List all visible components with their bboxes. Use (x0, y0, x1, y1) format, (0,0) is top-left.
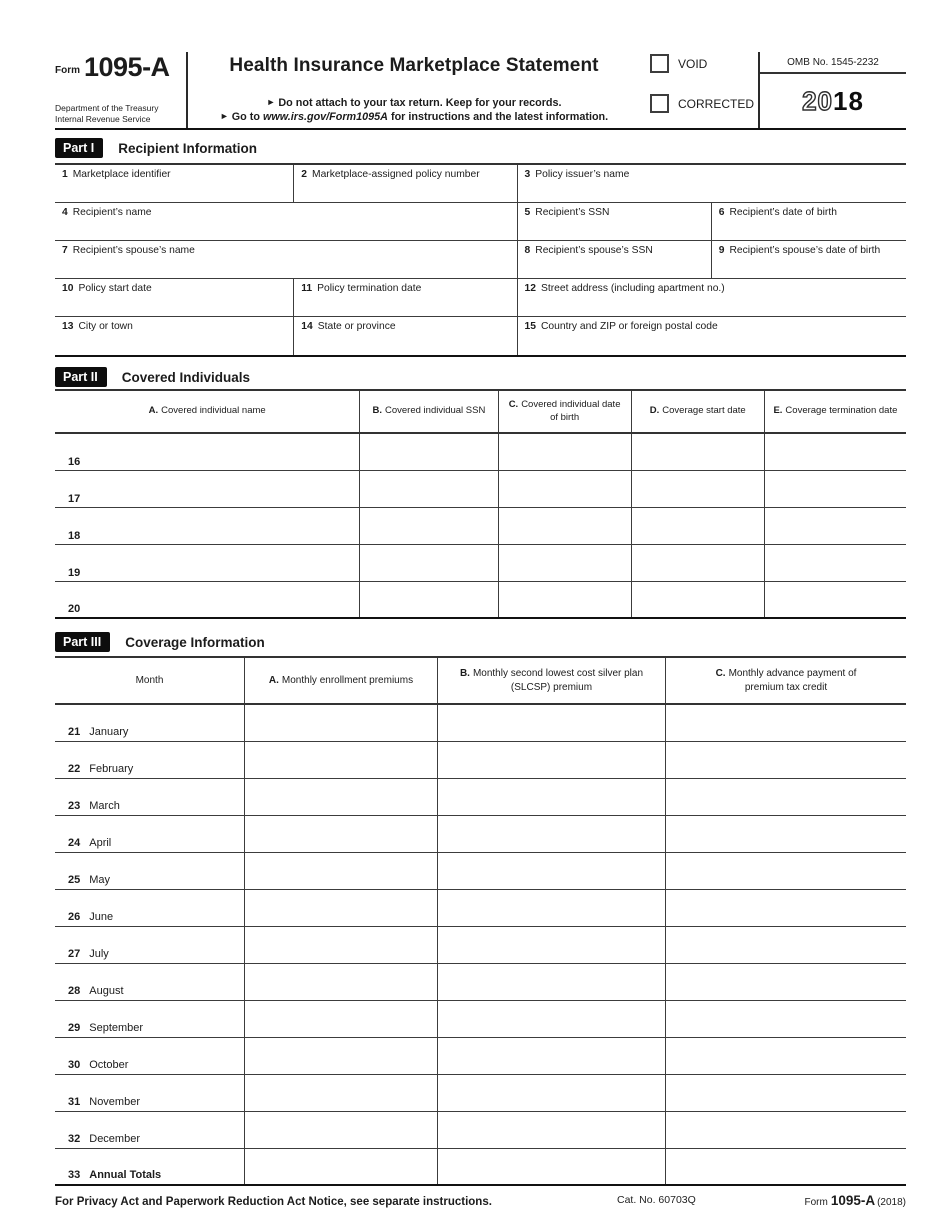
column-header-enrollment-premiums (244, 658, 437, 703)
field-label: Recipient’s name (72, 207, 152, 218)
coverage-row-october (55, 1038, 906, 1075)
table-row (55, 317, 906, 355)
part1-title: Recipient Information (118, 140, 258, 156)
november-slcsp-premium-field[interactable] (437, 1075, 665, 1111)
form-reference (804, 1192, 906, 1210)
field-number: 5 (524, 207, 531, 218)
field-recipient-ssn[interactable] (517, 203, 711, 240)
covered-individual-row-19 (55, 545, 906, 582)
coverage-row-annual-totals (55, 1149, 906, 1186)
month-label (55, 1022, 143, 1037)
month-name: December (89, 1133, 140, 1145)
field-number: 3 (524, 169, 531, 180)
field-number: 8 (524, 245, 531, 256)
field-number: 7 (62, 245, 68, 256)
covered-individual-20-date-of-birth-field[interactable] (498, 582, 631, 617)
form-footer (55, 1192, 906, 1212)
field-state-or-province[interactable] (293, 317, 516, 355)
omb-block (758, 52, 906, 128)
tax-year-digits: 18 (833, 85, 864, 116)
form-header (55, 52, 906, 130)
corrected-label: CORRECTED (678, 96, 755, 111)
line-number: 18 (68, 530, 81, 542)
month-label (55, 1169, 161, 1184)
line-number: 16 (68, 456, 81, 468)
form-ref-word: Form (804, 1197, 828, 1208)
december-enrollment-premiums-field[interactable] (244, 1112, 437, 1148)
instructions-block (220, 96, 608, 124)
field-label: Policy start date (78, 283, 152, 294)
column-label: Monthly second lowest cost silver plan (SLCSP) premium (472, 668, 644, 693)
month-label (55, 985, 124, 1000)
december-slcsp-premium-field[interactable] (437, 1112, 665, 1148)
part3-title: Coverage Information (125, 634, 265, 650)
coverage-row-march (55, 779, 906, 816)
field-label: Recipient’s spouse’s date of birth (729, 245, 881, 256)
coverage-row-november (55, 1075, 906, 1112)
line-number: 29 (68, 1022, 81, 1034)
july-slcsp-premium-field[interactable] (437, 927, 665, 963)
part3-header (55, 632, 906, 652)
field-policy-number[interactable] (293, 165, 516, 202)
august-slcsp-premium-field[interactable] (437, 964, 665, 1000)
column-letter: E. (773, 405, 783, 417)
void-row (650, 54, 758, 73)
table-row (55, 203, 906, 241)
month-cell-december (55, 1112, 244, 1148)
department-line2: Internal Revenue Service (55, 113, 151, 124)
irs-url: www.irs.gov/Form1095A (262, 110, 388, 123)
column-label: Covered individual name (161, 405, 266, 417)
column-letter: B. (372, 405, 382, 417)
covered-individuals-header-row (55, 391, 906, 434)
month-cell-september (55, 1001, 244, 1037)
field-label: Recipient’s date of birth (729, 207, 837, 218)
column-label: Covered individual date of birth (521, 399, 621, 423)
month-cell-january (55, 705, 244, 741)
column-label: Monthly enrollment premiums (281, 674, 414, 686)
coverage-information-header-row (55, 658, 906, 705)
january-advance-payment-field[interactable] (665, 705, 906, 741)
month-label (55, 874, 110, 889)
department-line1: Department of the Treasury (55, 102, 159, 113)
april-advance-payment-field[interactable] (665, 816, 906, 852)
august-enrollment-premiums-field[interactable] (244, 964, 437, 1000)
month-label (55, 1059, 128, 1074)
column-header-covered-dob (498, 391, 631, 432)
field-policy-start-date[interactable] (55, 279, 293, 316)
covered-individual-row-20 (55, 582, 906, 619)
month-cell-july (55, 927, 244, 963)
month-name: August (89, 985, 124, 997)
line-number: 19 (68, 567, 81, 579)
january-enrollment-premiums-field[interactable] (244, 705, 437, 741)
line-number: 25 (68, 874, 81, 886)
covered-individual-16-ssn-field[interactable] (359, 434, 497, 470)
column-header-month (55, 658, 244, 703)
field-spouse-date-of-birth[interactable] (711, 241, 906, 278)
catalog-number: Cat. No. 60703Q (617, 1194, 696, 1206)
table-row (55, 165, 906, 203)
instruction-text-2-suffix: for instructions and the latest information. (390, 110, 609, 123)
field-recipient-name[interactable] (55, 203, 517, 240)
column-header-coverage-start (631, 391, 764, 432)
column-header-covered-ssn (359, 391, 497, 432)
month-label (55, 800, 120, 815)
covered-individual-16-name-field[interactable] (55, 434, 359, 470)
month-name: June (89, 911, 114, 923)
annual-totals-slcsp-premium-field[interactable] (437, 1149, 665, 1184)
column-header-slcsp-premium (437, 658, 665, 703)
march-advance-payment-field[interactable] (665, 779, 906, 815)
month-name: February (89, 763, 134, 775)
month-cell-june (55, 890, 244, 926)
line-number: 31 (68, 1096, 81, 1108)
omb-number: OMB No. 1545-2232 (760, 52, 906, 74)
part3-badge: Part III (55, 632, 110, 652)
field-marketplace-identifier[interactable] (55, 165, 293, 202)
recipient-information-table (55, 163, 906, 357)
june-slcsp-premium-field[interactable] (437, 890, 665, 926)
october-advance-payment-field[interactable] (665, 1038, 906, 1074)
department-block (55, 103, 182, 125)
month-cell-may (55, 853, 244, 889)
month-cell-october (55, 1038, 244, 1074)
covered-individuals-table (55, 389, 906, 619)
covered-individual-17-name-field[interactable] (55, 471, 359, 507)
covered-individual-19-ssn-field[interactable] (359, 545, 497, 581)
pointer-icon: ► (219, 110, 229, 121)
month-label (55, 948, 109, 963)
december-advance-payment-field[interactable] (665, 1112, 906, 1148)
column-header-covered-name (55, 391, 359, 432)
privacy-notice: For Privacy Act and Paperwork Reduction Act Notice, see separate instructions. (55, 1196, 492, 1208)
column-letter: A. (268, 674, 279, 686)
coverage-row-june (55, 890, 906, 927)
instruction-line-2 (220, 110, 608, 124)
table-row (55, 241, 906, 279)
line-number: 26 (68, 911, 81, 923)
field-label: Recipient’s spouse’s name (72, 245, 195, 256)
line-number: 33 (68, 1169, 81, 1181)
month-name: July (89, 948, 109, 960)
coverage-row-december (55, 1112, 906, 1149)
month-name: May (89, 874, 111, 886)
column-label: Monthly advance payment of premium tax credit (728, 668, 857, 693)
form-content (55, 52, 906, 1212)
field-number: 12 (524, 283, 536, 294)
field-number: 13 (62, 321, 74, 332)
column-header-advance-payment (665, 658, 906, 703)
may-enrollment-premiums-field[interactable] (244, 853, 437, 889)
form-number: 1095-A (84, 52, 170, 82)
month-name: January (89, 726, 129, 738)
march-enrollment-premiums-field[interactable] (244, 779, 437, 815)
form-number-block (55, 52, 186, 128)
corrected-row (650, 94, 758, 113)
covered-individual-19-name-field[interactable] (55, 545, 359, 581)
covered-individual-19-coverage-termination-date-field[interactable] (764, 545, 906, 581)
coverage-information-body (55, 705, 906, 1186)
void-checkbox[interactable] (650, 54, 669, 73)
month-name: November (89, 1096, 140, 1108)
covered-individual-20-name-field[interactable] (55, 582, 359, 617)
coverage-row-february (55, 742, 906, 779)
february-slcsp-premium-field[interactable] (437, 742, 665, 778)
field-policy-termination-date[interactable] (293, 279, 516, 316)
column-label: Coverage start date (662, 405, 746, 417)
field-label: Country and ZIP or foreign postal code (541, 321, 718, 332)
july-enrollment-premiums-field[interactable] (244, 927, 437, 963)
covered-individual-18-ssn-field[interactable] (359, 508, 497, 544)
field-spouse-ssn[interactable] (517, 241, 711, 278)
column-header-coverage-termination (764, 391, 906, 432)
instruction-text-1: Do not attach to your tax return. Keep for your records. (278, 96, 562, 109)
june-enrollment-premiums-field[interactable] (244, 890, 437, 926)
checkbox-block (640, 52, 758, 128)
november-advance-payment-field[interactable] (665, 1075, 906, 1111)
column-letter: C. (715, 668, 726, 679)
field-number: 14 (301, 321, 313, 332)
covered-individual-17-date-of-birth-field[interactable] (498, 471, 631, 507)
september-slcsp-premium-field[interactable] (437, 1001, 665, 1037)
covered-individual-20-ssn-field[interactable] (359, 582, 497, 617)
column-letter: D. (649, 405, 660, 417)
month-label (55, 1133, 140, 1148)
form-ref-number: 1095-A (830, 1193, 876, 1208)
tax-year-century: 20 (802, 85, 833, 116)
august-advance-payment-field[interactable] (665, 964, 906, 1000)
month-cell-august (55, 964, 244, 1000)
instruction-text-2-prefix: Go to (231, 110, 260, 123)
form-word: Form (55, 65, 80, 76)
page-title: Health Insurance Marketplace Statement (229, 55, 599, 76)
covered-individual-19-coverage-start-date-field[interactable] (631, 545, 764, 581)
corrected-checkbox[interactable] (650, 94, 669, 113)
covered-individual-16-coverage-start-date-field[interactable] (631, 434, 764, 470)
coverage-row-april (55, 816, 906, 853)
covered-individual-18-name-field[interactable] (55, 508, 359, 544)
line-number: 20 (68, 603, 81, 615)
month-label (55, 911, 113, 926)
field-spouse-name[interactable] (55, 241, 517, 278)
february-advance-payment-field[interactable] (665, 742, 906, 778)
field-label: Street address (including apartment no.) (541, 283, 725, 294)
may-slcsp-premium-field[interactable] (437, 853, 665, 889)
part2-title: Covered Individuals (121, 369, 251, 385)
march-slcsp-premium-field[interactable] (437, 779, 665, 815)
line-number: 32 (68, 1133, 81, 1145)
may-advance-payment-field[interactable] (665, 853, 906, 889)
coverage-row-january (55, 705, 906, 742)
covered-individual-18-coverage-start-date-field[interactable] (631, 508, 764, 544)
covered-individual-20-coverage-termination-date-field[interactable] (764, 582, 906, 617)
line-number: 23 (68, 800, 81, 812)
void-label: VOID (678, 56, 708, 71)
column-letter: B. (459, 668, 470, 679)
month-name: March (89, 800, 120, 812)
month-name: April (89, 837, 112, 849)
coverage-row-august (55, 964, 906, 1001)
field-label: Recipient’s spouse’s SSN (535, 245, 653, 256)
tax-year (760, 74, 906, 128)
field-label: State or province (317, 321, 396, 332)
line-number: 24 (68, 837, 81, 849)
april-slcsp-premium-field[interactable] (437, 816, 665, 852)
annual-totals-advance-payment-field[interactable] (665, 1149, 906, 1184)
field-number: 10 (62, 283, 74, 294)
field-label: City or town (78, 321, 133, 332)
january-slcsp-premium-field[interactable] (437, 705, 665, 741)
field-country-and-zip[interactable] (517, 317, 906, 355)
covered-individual-17-ssn-field[interactable] (359, 471, 497, 507)
month-name: September (89, 1022, 144, 1034)
field-number: 1 (62, 169, 68, 180)
field-label: Marketplace-assigned policy number (312, 169, 480, 180)
covered-individuals-body (55, 434, 906, 619)
coverage-information-table (55, 656, 906, 1186)
month-name: October (89, 1059, 129, 1071)
covered-individual-17-coverage-termination-date-field[interactable] (764, 471, 906, 507)
covered-individual-19-date-of-birth-field[interactable] (498, 545, 631, 581)
field-label: Policy issuer’s name (535, 169, 630, 180)
line-number: 28 (68, 985, 81, 997)
line-number: 27 (68, 948, 81, 960)
november-enrollment-premiums-field[interactable] (244, 1075, 437, 1111)
field-label: Marketplace identifier (72, 169, 171, 180)
line-number: 30 (68, 1059, 81, 1071)
covered-individual-16-date-of-birth-field[interactable] (498, 434, 631, 470)
pointer-icon: ► (266, 96, 276, 107)
field-label: Policy termination date (317, 283, 422, 294)
month-cell-november (55, 1075, 244, 1111)
month-label (55, 837, 111, 852)
part2-badge: Part II (55, 367, 107, 387)
form-number-line (55, 54, 182, 81)
month-label (55, 726, 128, 741)
field-label: Recipient’s SSN (535, 207, 610, 218)
month-name: Annual Totals (89, 1169, 162, 1181)
month-label (55, 763, 133, 778)
covered-individual-16-coverage-termination-date-field[interactable] (764, 434, 906, 470)
line-number: 21 (68, 726, 81, 738)
february-enrollment-premiums-field[interactable] (244, 742, 437, 778)
october-slcsp-premium-field[interactable] (437, 1038, 665, 1074)
column-label: Month (135, 674, 164, 686)
september-advance-payment-field[interactable] (665, 1001, 906, 1037)
covered-individual-row-18 (55, 508, 906, 545)
coverage-row-september (55, 1001, 906, 1038)
month-cell-annual-totals (55, 1149, 244, 1184)
field-number: 4 (62, 207, 68, 218)
field-policy-issuer-name[interactable] (517, 165, 906, 202)
column-letter: A. (148, 405, 159, 417)
part1-badge: Part I (55, 138, 103, 158)
field-street-address[interactable] (517, 279, 906, 316)
april-enrollment-premiums-field[interactable] (244, 816, 437, 852)
covered-individual-row-16 (55, 434, 906, 471)
field-recipient-date-of-birth[interactable] (711, 203, 906, 240)
form-ref-year: (2018) (877, 1197, 906, 1208)
covered-individual-18-coverage-termination-date-field[interactable] (764, 508, 906, 544)
field-number: 2 (301, 169, 307, 180)
column-label: Coverage termination date (785, 405, 898, 417)
title-block (186, 52, 640, 128)
month-cell-march (55, 779, 244, 815)
covered-individual-20-coverage-start-date-field[interactable] (631, 582, 764, 617)
field-number: 15 (524, 321, 536, 332)
field-number: 9 (718, 245, 725, 256)
part1-header (55, 138, 906, 158)
month-label (55, 1096, 140, 1111)
part2-header (55, 367, 906, 387)
instruction-line-1 (220, 96, 608, 110)
covered-individual-18-date-of-birth-field[interactable] (498, 508, 631, 544)
july-advance-payment-field[interactable] (665, 927, 906, 963)
covered-individual-17-coverage-start-date-field[interactable] (631, 471, 764, 507)
coverage-row-may (55, 853, 906, 890)
field-number: 6 (718, 207, 725, 218)
annual-totals-enrollment-premiums-field[interactable] (244, 1149, 437, 1184)
field-number: 11 (301, 283, 313, 294)
month-cell-april (55, 816, 244, 852)
line-number: 17 (68, 493, 81, 505)
june-advance-payment-field[interactable] (665, 890, 906, 926)
column-label: Covered individual SSN (385, 405, 486, 417)
month-cell-february (55, 742, 244, 778)
column-letter: C. (508, 399, 519, 411)
coverage-row-july (55, 927, 906, 964)
covered-individual-row-17 (55, 471, 906, 508)
table-row (55, 279, 906, 317)
september-enrollment-premiums-field[interactable] (244, 1001, 437, 1037)
field-city-or-town[interactable] (55, 317, 293, 355)
october-enrollment-premiums-field[interactable] (244, 1038, 437, 1074)
line-number: 22 (68, 763, 81, 775)
